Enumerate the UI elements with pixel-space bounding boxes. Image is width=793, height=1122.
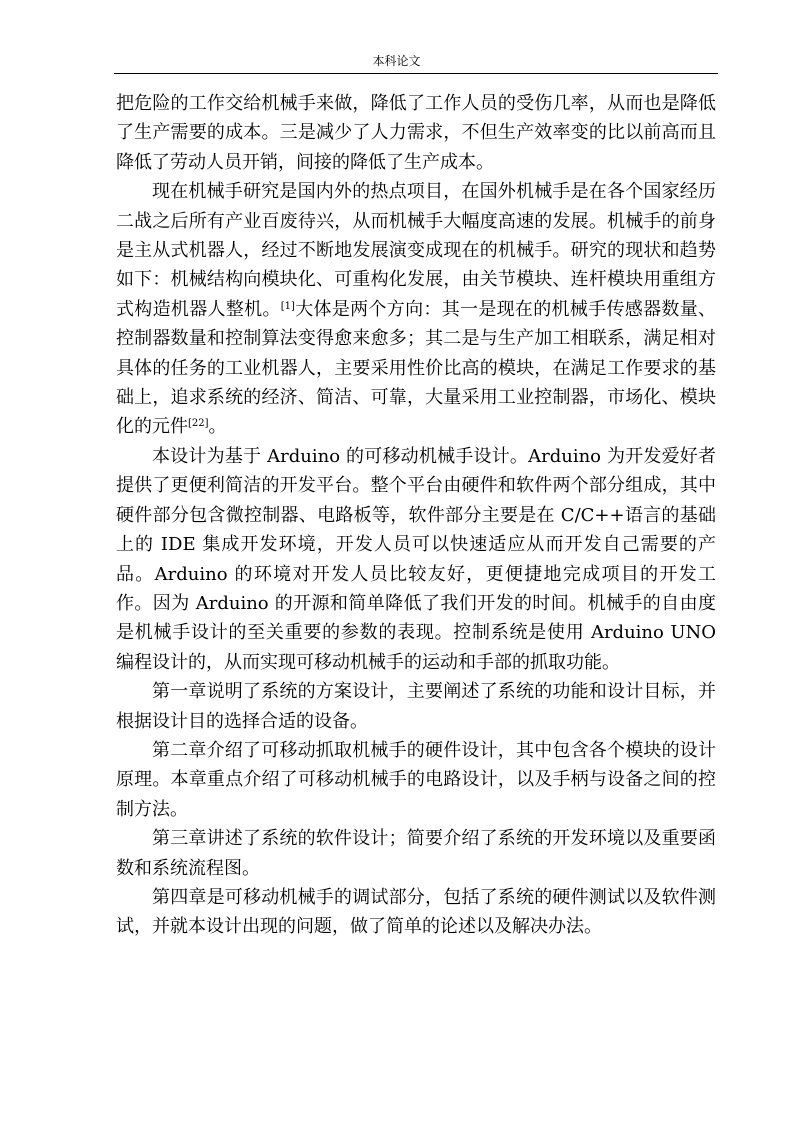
header-divider bbox=[114, 73, 718, 74]
paragraph-1: 把危险的工作交给机械手来做，降低了工作人员的受伤几率，从而也是降低了生产需要的成本。三是减少了人力需求，不但生产效率变的比以前高而且降低了劳动人员开销，间接的降低了生产成本。 bbox=[116, 93, 716, 173]
document-body bbox=[116, 89, 716, 942]
paragraph-7: 第四章是可移动机械手的调试部分，包括了系统的硬件测试以及软件测试，并就本设计出现的问题，做了简单的论述以及解决办法。 bbox=[116, 886, 716, 938]
citation-1: [1] bbox=[280, 300, 295, 312]
paragraph-2 bbox=[116, 177, 716, 442]
paragraph-6: 第三章讲述了系统的软件设计；简要介绍了系统的开发环境以及重要函数和系统流程图。 bbox=[116, 828, 716, 879]
paragraph-2-part-3: 。 bbox=[208, 416, 227, 438]
paragraph-3: 本设计为基于 Arduino 的可移动机械手设计。Arduino 为开发爱好者提供了更便利简洁的开发平台。整个平台由硬件和软件两个部分组成，其中硬件部分包含微控制器、电路板等，软件部分主要是在 C/C++语言的基础上的 IDE 集成开发环境，开发人员可以快速适应从而开发自己需要的产品。Arduino 的环境对开发人员比较友好，更便捷地完成项目的开发工作。因为 Arduino 的开源和简单降低了我们开发的时间。机械手的自由度是机械手设计的至关重要的参数的表现。控制系统是使用 Arduino UNO 编程设计的，从而实现可移动机械手的运动和手部的抓取功能。 bbox=[116, 445, 716, 673]
page-header: 本科论文 bbox=[372, 54, 421, 68]
paragraph-5: 第二章介绍了可移动抓取机械手的硬件设计，其中包含各个模块的设计原理。本章重点介绍了可移动机械手的电路设计，以及手柄与设备之间的控制方法。 bbox=[116, 739, 716, 820]
paragraph-2-part-1: 现在机械手研究是国内外的热点项目，在国外机械手是在各个国家经历二战之后所有产业百废待兴，从而机械手大幅度高速的发展。机械手的前身是主从式机器人，经过不断地发展演变成现在的机械手。研究的现状和趋势如下：机械结构向模块化、可重构化发展，由关节模块、连杆模块用重组方式构造机器人整机。 bbox=[116, 181, 716, 320]
citation-22: [22] bbox=[188, 418, 209, 430]
paragraph-4: 第一章说明了系统的方案设计，主要阐述了系统的功能和设计目标，并根据设计目的选择合适的设备。 bbox=[116, 681, 716, 732]
paragraph-2-part-2: 大体是两个方向：其一是现在的机械手传感器数量、控制器数量和控制算法变得愈来愈多；其二是与生产加工相联系，满足相对具体的任务的工业机器人，主要采用性价比高的模块，在满足工作要求的基础上，追求系统的经济、简洁、可靠，大量采用工业控制器，市场化、模块化的元件 bbox=[116, 298, 716, 438]
